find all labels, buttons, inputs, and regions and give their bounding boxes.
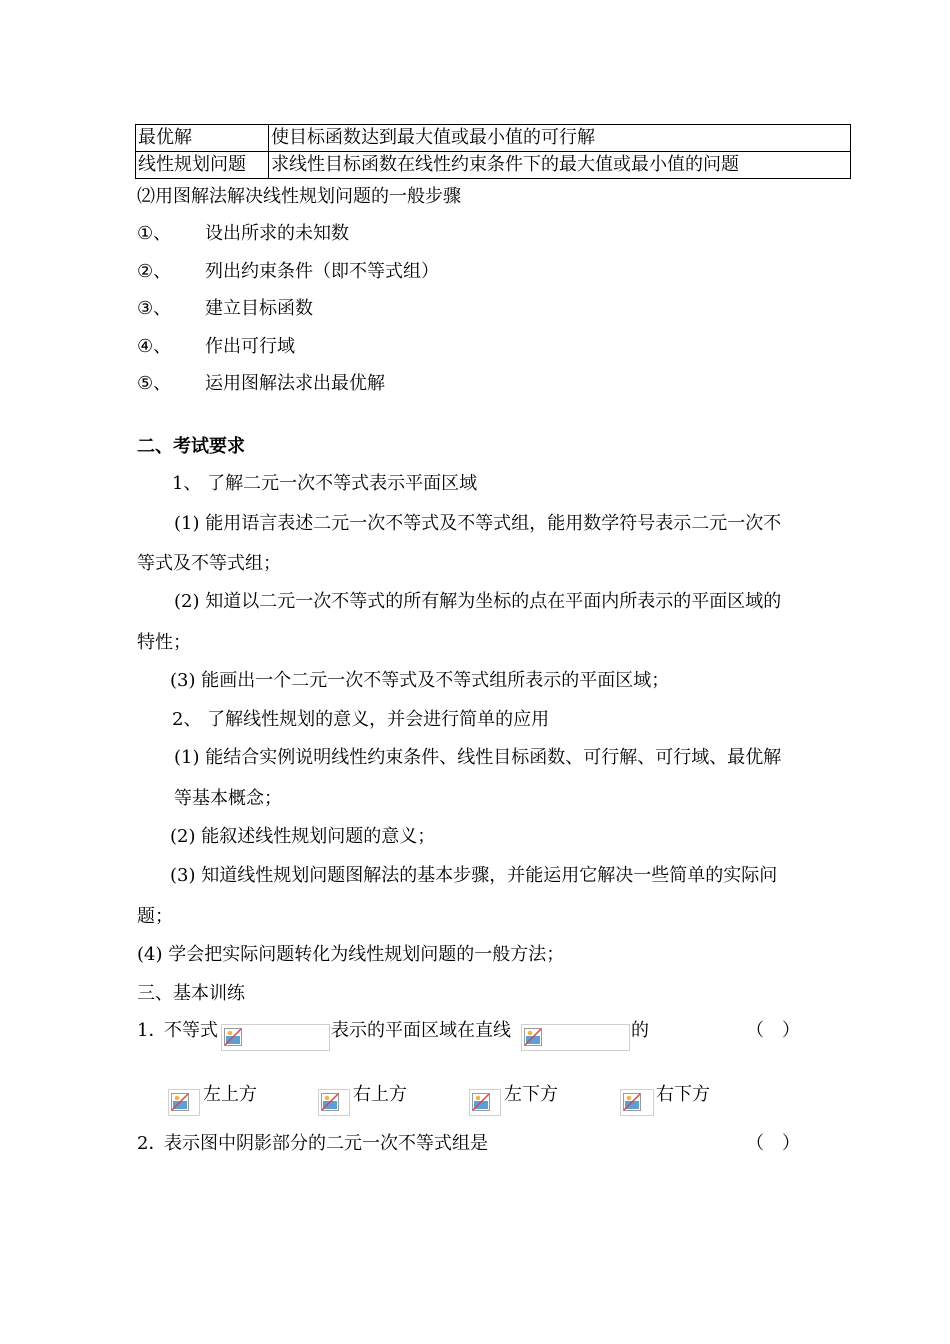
option-image-placeholder [469, 1089, 501, 1116]
step-text: 建立目标函数 [205, 298, 313, 319]
requirement-sub: (3) 知道线性规划问题图解法的基本步骤，并能运用它解决一些简单的实际问 [170, 865, 778, 886]
broken-image-icon [472, 1093, 490, 1111]
question-text: 不等式 [164, 1020, 218, 1041]
requirement-sub: 等基本概念； [174, 788, 282, 809]
step-text: 列出约束条件（即不等式组） [205, 261, 439, 282]
requirement-sub: 特性； [137, 632, 191, 653]
option-image-placeholder [620, 1089, 654, 1116]
table-row [136, 125, 851, 152]
requirement-sub: 题； [137, 906, 173, 927]
step-marker: ②、 [137, 261, 172, 282]
definitions-table [135, 124, 851, 179]
question-text: 表示的平面区域在直线 [331, 1020, 511, 1041]
formula-image-placeholder [221, 1024, 330, 1051]
option-text: 右下方 [656, 1084, 710, 1105]
question-text: 表示图中阴影部分的二元一次不等式组是 [164, 1133, 488, 1154]
step-text: 设出所求的未知数 [205, 223, 349, 244]
broken-image-icon [623, 1093, 641, 1111]
formula-image-placeholder [521, 1024, 630, 1051]
option-image-placeholder [168, 1089, 200, 1116]
definition-cell: 使目标函数达到最大值或最小值的可行解 [269, 125, 851, 152]
option-text: 右上方 [353, 1084, 407, 1105]
requirement-sub: (4) 学会把实际问题转化为线性规划问题的一般方法； [137, 944, 565, 965]
step-marker: ⑤、 [137, 373, 172, 394]
answer-bracket: （ ） [746, 1133, 800, 1154]
step-marker: ①、 [137, 223, 172, 244]
definition-cell: 求线性目标函数在线性约束条件下的最大值或最小值的问题 [269, 152, 851, 179]
section-heading-exam: 二、考试要求 [137, 436, 245, 457]
requirement-sub: (2) 知道以二元一次不等式的所有解为坐标的点在平面内所表示的平面区域的 [174, 591, 782, 612]
question-number: 1． [137, 1020, 167, 1041]
section-heading-training: 三、基本训练 [137, 983, 245, 1004]
requirement-sub: (1) 能结合实例说明线性约束条件、线性目标函数、可行解、可行域、最优解 [174, 747, 782, 768]
broken-image-icon [224, 1028, 242, 1046]
step-text: 运用图解法求出最优解 [205, 373, 385, 394]
broken-image-icon [524, 1028, 542, 1046]
broken-image-icon [321, 1093, 339, 1111]
step-marker: ④、 [137, 336, 172, 357]
term-cell: 最优解 [136, 125, 269, 152]
term-cell: 线性规划问题 [136, 152, 269, 179]
requirement-sub: (3) 能画出一个二元一次不等式及不等式组所表示的平面区域； [170, 670, 670, 691]
option-text: 左下方 [504, 1084, 558, 1105]
requirement-item: 2、 了解线性规划的意义，并会进行简单的应用 [172, 709, 550, 730]
step-marker: ③、 [137, 298, 172, 319]
answer-bracket: （ ） [746, 1020, 800, 1041]
steps-heading: ⑵用图解法解决线性规划问题的一般步骤 [137, 186, 461, 207]
requirement-item: 1、 了解二元一次不等式表示平面区域 [172, 473, 478, 494]
option-image-placeholder [318, 1089, 350, 1116]
requirement-sub: (2) 能叙述线性规划问题的意义； [170, 826, 436, 847]
requirement-sub: (1) 能用语言表述二元一次不等式及不等式组，能用数学符号表示二元一次不 [174, 513, 782, 534]
table-row [136, 152, 851, 179]
question-text: 的 [631, 1020, 649, 1041]
requirement-sub: 等式及不等式组； [137, 553, 281, 574]
step-text: 作出可行域 [205, 336, 295, 357]
broken-image-icon [171, 1093, 189, 1111]
question-number: 2． [137, 1133, 167, 1154]
option-text: 左上方 [203, 1084, 257, 1105]
